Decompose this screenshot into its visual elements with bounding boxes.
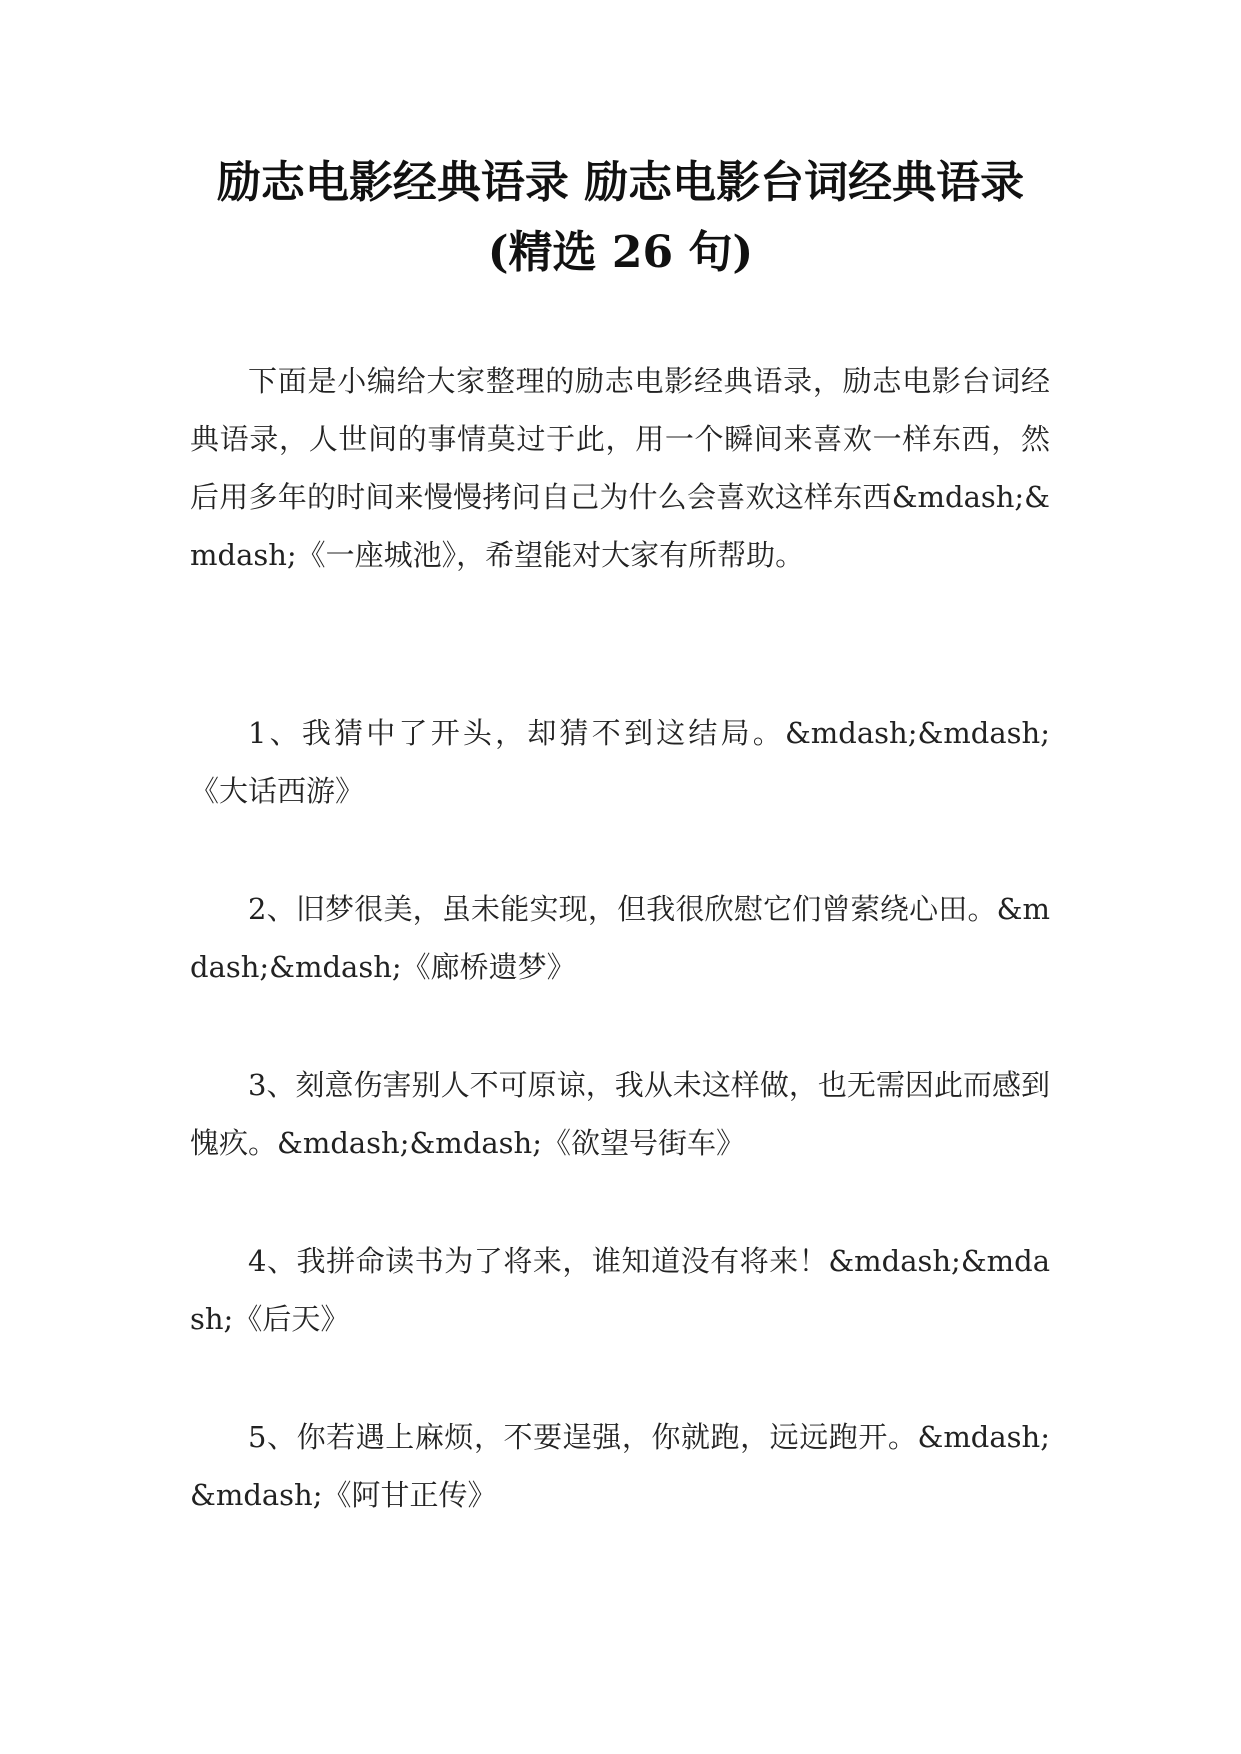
- document-title: [150, 148, 1091, 288]
- quote-paragraph-2: 2、旧梦很美，虽未能实现，但我很欣慰它们曾萦绕心田。&mdash;&mdash;《廊桥遗梦》: [190, 892, 1050, 984]
- intro-paragraph: 下面是小编给大家整理的励志电影经典语录，励志电影台词经典语录，人世间的事情莫过于此，用一个瞬间来喜欢一样东西，然后用多年的时间来慢慢拷问自己为什么会喜欢这样东西&mdash;&mdash;《一座城池》，希望能对大家有所帮助。: [190, 364, 1050, 572]
- title-line-1: 励志电影经典语录 励志电影台词经典语录: [216, 157, 1025, 208]
- quote-paragraph-1: 1、我猜中了开头，却猜不到这结局。&mdash;&mdash;《大话西游》: [190, 716, 1050, 808]
- quote-paragraph-5: 5、你若遇上麻烦，不要逞强，你就跑，远远跑开。&mdash;&mdash;《阿甘正传》: [190, 1420, 1050, 1512]
- quote-paragraph-4: 4、我拼命读书为了将来，谁知道没有将来！&mdash;&mdash;《后天》: [190, 1244, 1050, 1336]
- quote-paragraph-3: 3、刻意伤害别人不可原谅，我从未这样做，也无需因此而感到愧疚。&mdash;&mdash;《欲望号街车》: [190, 1068, 1050, 1160]
- title-line-2: (精选 26 句): [487, 227, 754, 278]
